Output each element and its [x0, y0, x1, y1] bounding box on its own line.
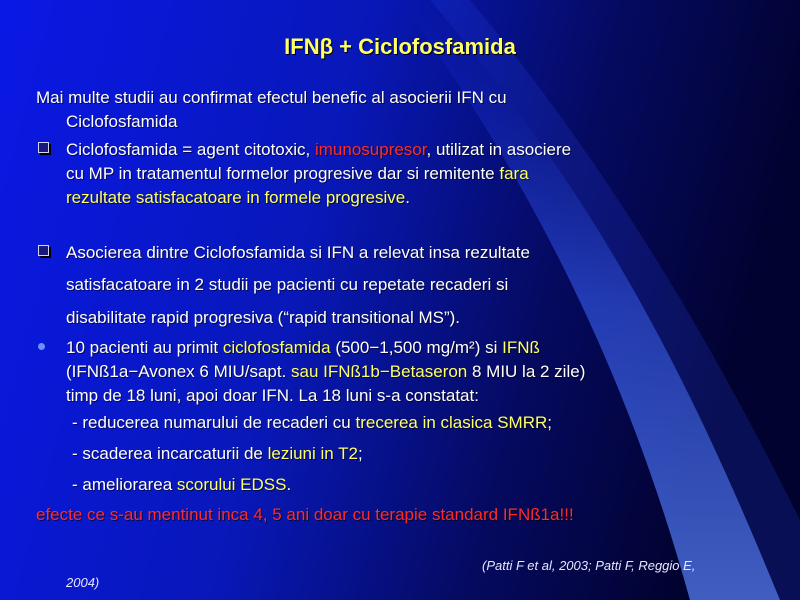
bullet-3-line-1: 10 pacienti au primit ciclofosfamida (500−1,500 mg/m²) si IFNß — [66, 338, 540, 357]
round-bullet-icon — [38, 343, 45, 350]
citation-line-2: 2004) — [66, 575, 100, 590]
bullet-2-line-2: satisfacatoare in 2 studii pe pacienti cu repetate recaderi si — [66, 275, 509, 294]
conclusion-text: efecte ce s-au mentinut inca 4, 5 ani doar cu terapie standard IFNß1a!!! — [36, 505, 574, 524]
sub-item-2: - scaderea incarcaturii de leziuni in T2; — [72, 444, 363, 463]
square-bullet-icon — [38, 245, 49, 256]
sub-item-1: - reducerea numarului de recaderi cu trecerea in clasica SMRR; — [72, 413, 552, 432]
square-bullet-icon — [38, 142, 49, 153]
sub-item-3: - ameliorarea scorului EDSS. — [72, 475, 292, 494]
citation-line-1: (Patti F et al, 2003; Patti F, Reggio E, — [482, 558, 696, 573]
bullet-3-line-2: (IFNß1a−Avonex 6 MIU/sapt. sau IFNß1b−Betaseron 8 MIU la 2 zile) — [66, 362, 586, 381]
bullet-1-line-3: rezultate satisfacatoare in formele progresive. — [66, 188, 410, 207]
intro-line-1: Mai multe studii au confirmat efectul benefic al asocierii IFN cu — [36, 88, 507, 107]
bullet-2-line-1: Asocierea dintre Ciclofosfamida si IFN a relevat insa rezultate — [66, 243, 530, 262]
slide-title: IFNβ + Ciclofosfamida — [284, 34, 516, 59]
bullet-3-line-3: timp de 18 luni, apoi doar IFN. La 18 luni s-a constatat: — [66, 386, 479, 405]
bullet-1-line-2: cu MP in tratamentul formelor progresive dar si remitente fara — [66, 164, 529, 183]
bullet-2-line-3: disabilitate rapid progresiva (“rapid transitional MS”). — [66, 308, 460, 327]
intro-line-2: Ciclofosfamida — [66, 112, 178, 131]
bullet-1-line-1: Ciclofosfamida = agent citotoxic, imunosupresor, utilizat in asociere — [66, 140, 572, 159]
